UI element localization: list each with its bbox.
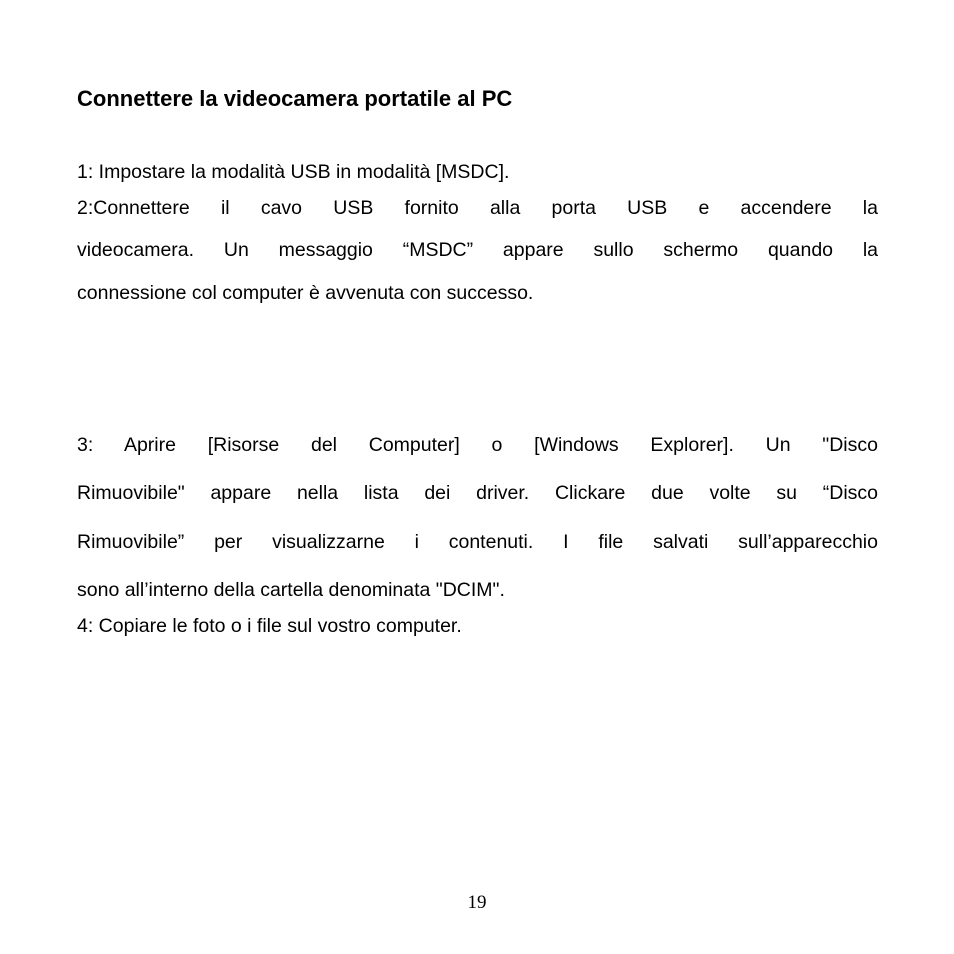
step-2-line-3: connessione col computer è avvenuta con successo. bbox=[77, 282, 534, 304]
step-4-line: 4: Copiare le foto o i file sul vostro computer. bbox=[77, 615, 462, 637]
step-3-line-2: Rimuovibile" appare nella lista dei driver. Clickare due volte su “Disco bbox=[77, 482, 878, 504]
page-title: Connettere la videocamera portatile al PC bbox=[77, 86, 513, 111]
step-2-line-1: 2:Connettere il cavo USB fornito alla porta USB e accendere la bbox=[77, 197, 878, 219]
step-3-line-3: Rimuovibile” per visualizzarne i contenuti. I file salvati sull’apparecchio bbox=[77, 531, 878, 553]
page-number: 19 bbox=[467, 892, 487, 913]
step-3-line-4: sono all’interno della cartella denominata "DCIM". bbox=[77, 579, 505, 601]
step-3-line-1: 3: Aprire [Risorse del Computer] o [Windows Explorer]. Un "Disco bbox=[77, 434, 878, 456]
step-2-line-2: videocamera. Un messaggio “MSDC” appare sullo schermo quando la bbox=[77, 239, 878, 261]
step-1-line: 1: Impostare la modalità USB in modalità [MSDC]. bbox=[77, 161, 510, 183]
